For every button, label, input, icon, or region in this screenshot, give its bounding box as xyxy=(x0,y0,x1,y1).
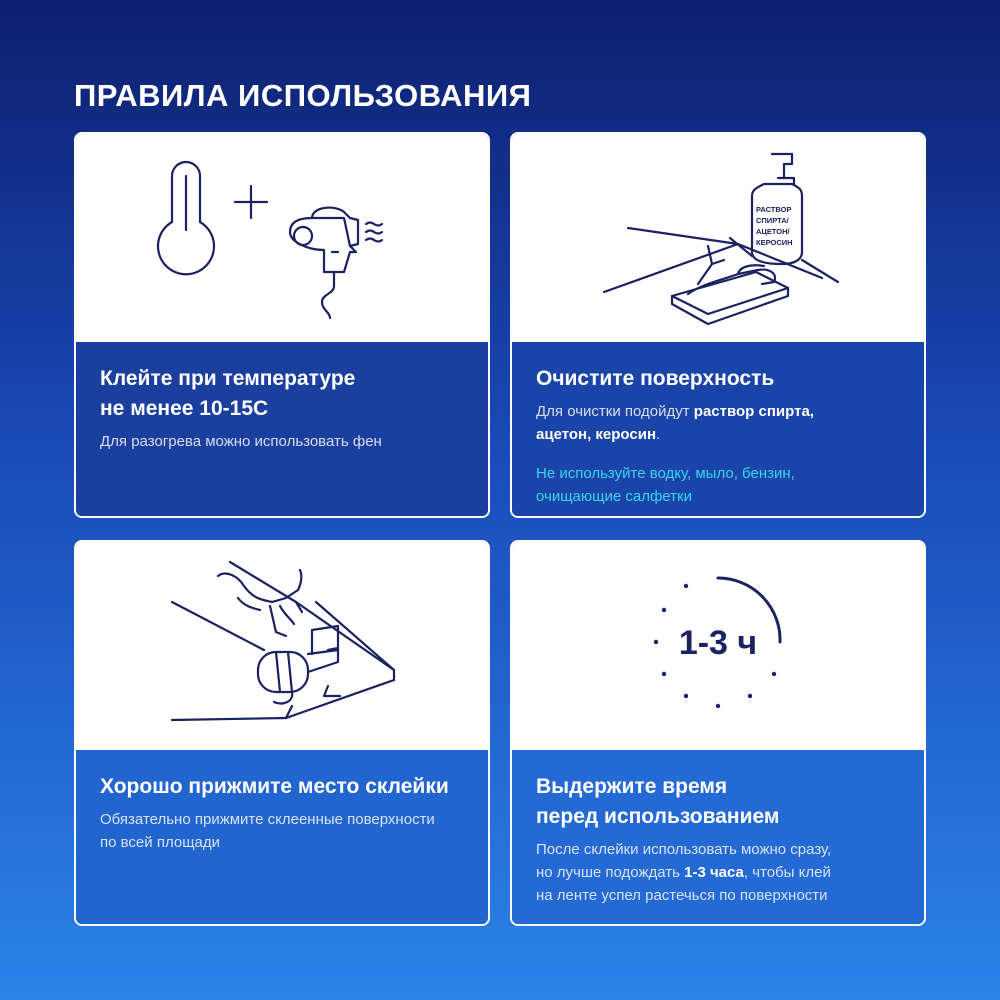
card-heading xyxy=(100,364,468,424)
heading-line: Клейте при температуре xyxy=(100,367,356,390)
body-emphasis: 1-3 часа xyxy=(684,864,744,881)
body-line: После склейки использовать можно сразу, xyxy=(536,841,832,858)
body-text: . xyxy=(656,426,661,443)
card-warning xyxy=(536,462,904,508)
card-illustration xyxy=(76,134,488,342)
warning-text: водку, мыло, бензин, xyxy=(649,465,795,482)
card-info xyxy=(512,342,924,518)
bottle-label-line: КЕРОСИН xyxy=(756,238,793,247)
card-heading: Хорошо прижмите место склейки xyxy=(100,775,449,798)
body-emphasis: раствор спирта, xyxy=(693,403,814,420)
card-body xyxy=(536,400,904,446)
card-heading xyxy=(536,772,904,832)
heading-line: не менее 10-15С xyxy=(100,397,269,420)
thermometer-icon xyxy=(158,162,214,274)
body-line: Обязательно прижмите склеенные поверхности xyxy=(100,811,435,828)
card-info xyxy=(76,750,488,926)
heading-line: перед использованием xyxy=(536,805,780,828)
card-body xyxy=(100,808,468,854)
card-heading: Очистите поверхность xyxy=(536,367,775,390)
body-text: но лучше подождать xyxy=(536,864,680,881)
card-info xyxy=(76,342,488,518)
card-body xyxy=(536,838,904,907)
card-illustration xyxy=(512,134,924,342)
card-illustration xyxy=(512,542,924,750)
body-emphasis: ацетон, керосин xyxy=(536,426,657,443)
heading-line: Выдержите время xyxy=(536,775,728,798)
bottle-label-line: АЦЕТОН/ xyxy=(756,227,790,236)
plus-icon xyxy=(235,186,267,218)
rule-card-clean-surface xyxy=(510,132,926,518)
rule-card-wait xyxy=(510,540,926,926)
card-illustration xyxy=(76,542,488,750)
rule-card-temperature xyxy=(74,132,490,518)
card-body: Для разогрева можно использовать фен xyxy=(100,433,382,450)
page-title: ПРАВИЛА ИСПОЛЬЗОВАНИЯ xyxy=(74,78,532,113)
timer-label: 1-3 ч xyxy=(678,624,758,662)
pressure-roller-icon xyxy=(172,562,394,720)
warning-text: очищающие салфетки xyxy=(536,488,692,505)
card-info xyxy=(512,750,924,926)
warning-text: Не используйте xyxy=(536,465,646,482)
hair-dryer-icon xyxy=(290,208,382,318)
body-line xyxy=(536,861,904,884)
body-line: на ленте успел растечься по поверхности xyxy=(536,887,828,904)
timer-icon xyxy=(654,578,780,708)
body-text: , чтобы клей xyxy=(743,864,831,881)
rule-card-press xyxy=(74,540,490,926)
bottle-label-line: СПИРТА/ xyxy=(756,216,789,225)
body-line: по всей площади xyxy=(100,834,221,851)
body-text: Для очистки подойдут xyxy=(536,403,690,420)
bottle-label-line: РАСТВОР xyxy=(756,205,792,214)
